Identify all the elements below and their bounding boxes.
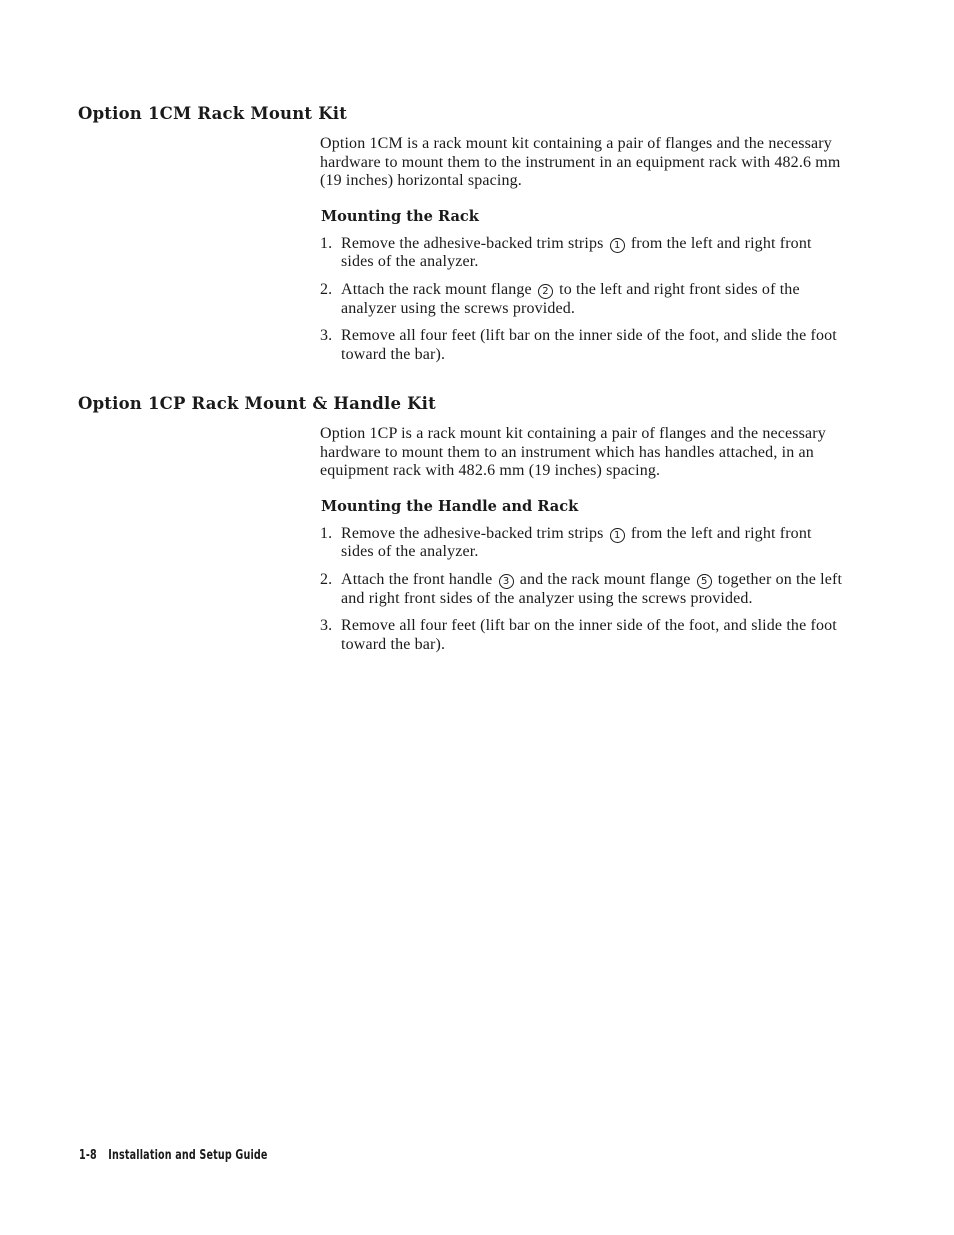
step-list-mounting-rack [320,235,845,365]
step-text-segment: from the left and right front sides of the analyzer. [341,234,812,271]
list-item [320,281,845,318]
list-item [320,571,845,608]
step-text-segment: Remove all four feet (lift bar on the inner side of the foot, and slide the foot toward the bar). [341,617,837,653]
step-number: 2. [320,570,333,588]
step-text-segment: together on the left and right front sides of the analyzer using the screws provided. [341,570,843,607]
step-number: 1. [320,234,333,252]
step-number: 1. [320,524,333,542]
step-text-segment: Attach the front handle [341,570,497,588]
callout-number: 5 [697,574,712,589]
callout-number: 1 [610,528,625,543]
step-text-segment: from the left and right front sides of the analyzer. [341,524,812,561]
section-body-option-1cp [320,425,845,663]
step-text [341,281,845,318]
step-number: 3. [320,327,333,345]
list-item [320,525,845,562]
list-item [320,327,845,364]
step-text-segment: Attach the rack mount flange [341,280,536,298]
callout-number: 1 [610,238,625,253]
step-number: 2. [320,280,333,298]
step-text [341,617,845,654]
step-text [341,235,845,272]
document-title: Installation and Setup Guide [108,1148,268,1163]
callout-number: 3 [499,574,514,589]
step-list-mounting-handle-rack [320,525,845,655]
step-text [341,571,845,608]
step-text-segment: and the rack mount flange [515,570,695,588]
page-footer [79,1148,268,1163]
step-text [341,327,845,364]
step-text-segment: Remove the adhesive-backed trim strips [341,524,608,542]
section-title-option-1cm: Option 1CM Rack Mount Kit [78,104,348,123]
step-text [341,525,845,562]
section-title-option-1cp: Option 1CP Rack Mount & Handle Kit [78,394,436,413]
step-text-segment: to the left and right front sides of the analyzer using the screws provided. [341,280,800,317]
section-intro-option-1cm: Option 1CM is a rack mount kit containing a pair of flanges and the necessary hardware to mount them to the instrument in an equipment rack with 482.6 mm (19 inches) horizontal spacing. [320,135,841,190]
section-intro-option-1cp: Option 1CP is a rack mount kit containing a pair of flanges and the necessary hardware to mount them to an instrument which has handles attached, in an equipment rack with 482.6 mm (19 inches) spacing. [320,425,826,480]
list-item [320,235,845,272]
step-number: 3. [320,617,333,635]
list-item [320,617,845,654]
page-number: 1-8 [79,1148,97,1163]
subsection-title-mounting-rack: Mounting the Rack [321,207,479,225]
section-body-option-1cm [320,135,845,373]
step-text-segment: Remove the adhesive-backed trim strips [341,234,608,252]
callout-number: 2 [538,284,553,299]
step-text-segment: Remove all four feet (lift bar on the inner side of the foot, and slide the foot toward the bar). [341,327,837,363]
subsection-title-mounting-handle-rack: Mounting the Handle and Rack [321,497,579,515]
